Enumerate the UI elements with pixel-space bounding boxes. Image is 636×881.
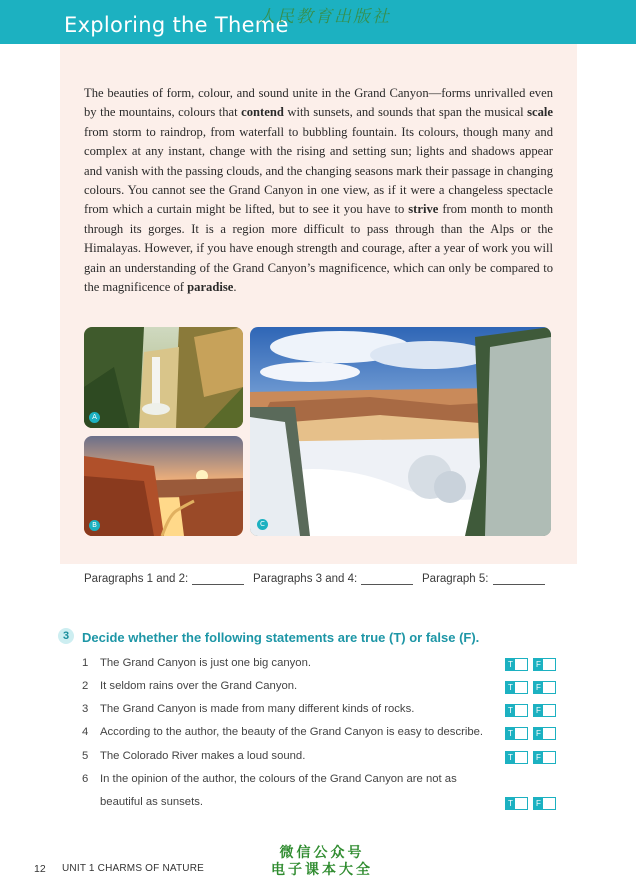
statement-number: 2	[82, 680, 89, 692]
passage-text: .	[233, 280, 237, 295]
answer-blank[interactable]	[192, 572, 244, 585]
photo-c-snowy-canyon	[250, 327, 551, 536]
answer-blank[interactable]	[361, 572, 413, 585]
true-checkbox[interactable]	[505, 704, 528, 717]
key-word: paradise	[187, 280, 234, 295]
statement-text-continued: beautiful as sunsets.	[100, 796, 203, 808]
watermark-line-2: 电子课本大全	[271, 862, 373, 878]
match-label: Paragraphs 1 and 2:	[84, 573, 189, 585]
match-paragraphs-1-2	[84, 572, 244, 585]
true-checkbox[interactable]	[505, 727, 528, 740]
true-label: T	[506, 659, 515, 670]
statement-number: 1	[82, 657, 89, 669]
false-checkbox[interactable]	[533, 681, 556, 694]
photo-label-a: A	[89, 412, 100, 423]
false-checkbox[interactable]	[533, 727, 556, 740]
false-label: F	[534, 728, 543, 739]
statement-row	[82, 726, 483, 738]
page-number: 12	[34, 863, 46, 875]
true-checkbox[interactable]	[505, 681, 528, 694]
false-checkbox[interactable]	[533, 704, 556, 717]
false-label: F	[534, 798, 543, 809]
statement-number: 5	[82, 750, 89, 762]
key-word: scale	[527, 105, 553, 120]
exercise-number: 3	[58, 628, 74, 644]
wechat-watermark	[262, 845, 382, 879]
statement-number: 6	[82, 773, 89, 785]
photo-label-b: B	[89, 520, 100, 531]
statement-text: The Colorado River makes a loud sound.	[100, 750, 306, 762]
false-checkbox[interactable]	[533, 658, 556, 671]
statement-text: In the opinion of the author, the colours of the Grand Canyon are not as	[100, 773, 457, 785]
key-word: contend	[241, 105, 284, 120]
photo-label-c: C	[257, 519, 268, 530]
statement-text: The Grand Canyon is just one big canyon.	[100, 657, 312, 669]
statement-number: 4	[82, 726, 89, 738]
false-label: F	[534, 705, 543, 716]
statement-row	[82, 657, 311, 669]
true-label: T	[506, 798, 515, 809]
statement-text: The Grand Canyon is made from many different kinds of rocks.	[100, 703, 415, 715]
match-paragraph-5	[422, 572, 545, 585]
photo-a-waterfall	[84, 327, 243, 428]
key-word: strive	[408, 202, 439, 217]
true-checkbox[interactable]	[505, 751, 528, 764]
passage-text: with sunsets, and sounds that span the musical	[283, 105, 528, 120]
false-label: F	[534, 752, 543, 763]
statement-row	[82, 680, 297, 692]
reading-passage	[84, 84, 553, 297]
statement-row	[82, 750, 305, 762]
answer-blank[interactable]	[493, 572, 545, 585]
false-checkbox[interactable]	[533, 751, 556, 764]
statement-row	[82, 703, 414, 715]
statement-number: 3	[82, 703, 89, 715]
statement-text: According to the author, the beauty of the Grand Canyon is easy to describe.	[100, 726, 484, 738]
statement-text: It seldom rains over the Grand Canyon.	[100, 680, 298, 692]
true-label: T	[506, 682, 515, 693]
false-label: F	[534, 682, 543, 693]
unit-title: UNIT 1 CHARMS OF NATURE	[62, 863, 205, 874]
false-label: F	[534, 659, 543, 670]
passage-text: from storm to raindrop, from waterfall to bubbling fountain. Its colours, though many and complex at any instant, change with the rising and setting sun; lights and shadows appear and vanish with the passing clouds, and the changing seasons mark their passage in changing colours. You cannot see the Grand Canyon in one view, as if it were a changeless spectacle from which a curtain might be lifted, but to see it you have to	[84, 124, 554, 217]
match-label: Paragraphs 3 and 4:	[253, 573, 358, 585]
section-title: Exploring the Theme	[64, 13, 289, 37]
true-checkbox[interactable]	[505, 658, 528, 671]
publisher-watermark: 人民教育出版社	[258, 7, 391, 27]
passage-text: The beauties of form, colour, and sound unite in the Grand Canyon—forms unrivalled even by the mountains, colours that	[84, 86, 553, 120]
false-checkbox[interactable]	[533, 797, 556, 810]
photo-b-sunset	[84, 436, 243, 536]
passage-text: from month to month through its gorges. It is a region more difficult to pass through than the Alps or the Himalayas. However, if you have enough strength and courage, after a year of work you will gain an understanding of the Grand Canyon’s magnificence, which can only be compared to the magnificence of	[84, 202, 553, 295]
true-checkbox[interactable]	[505, 797, 528, 810]
exercise-title: Decide whether the following statements are true (T) or false (F).	[82, 630, 480, 645]
statement-row	[82, 773, 457, 785]
match-label: Paragraph 5:	[422, 573, 489, 585]
match-paragraphs-3-4	[253, 572, 413, 585]
true-label: T	[506, 705, 515, 716]
true-label: T	[506, 728, 515, 739]
true-label: T	[506, 752, 515, 763]
watermark-line-1: 微信公众号	[279, 845, 365, 861]
header-banner	[0, 0, 636, 44]
